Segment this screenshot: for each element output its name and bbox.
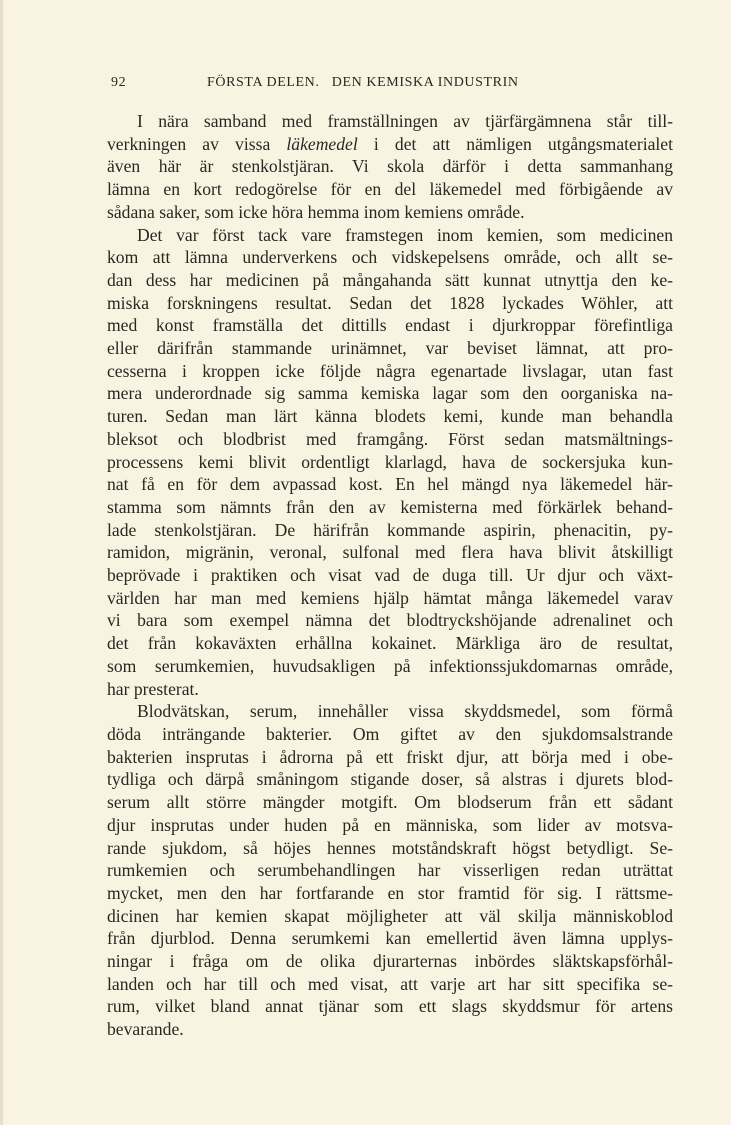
text-line	[107, 746, 673, 769]
text-segment: bleksot och blodbrist med framgång. Först sedan matsmältnings-	[107, 428, 673, 449]
text-line	[107, 587, 673, 610]
text-line	[107, 678, 673, 701]
text-line	[107, 519, 673, 542]
text-line	[107, 837, 673, 860]
paragraph	[107, 110, 673, 224]
text-segment: I nära samband med framställningen av tjärfärgämnena står till-	[137, 111, 673, 131]
text-line	[107, 451, 673, 474]
text-line	[107, 609, 673, 632]
text-segment: det från kokaväxten erhållna kokainet. Märkliga äro de resultat,	[107, 633, 673, 654]
text-segment: mera underordnade sig samma kemiska lagar som den oorganiska na-	[107, 383, 673, 404]
text-segment: stamma som nämnts från den av kemisterna med förkärlek behand-	[107, 496, 673, 517]
text-line	[107, 155, 673, 178]
text-line	[107, 859, 673, 882]
paragraph	[107, 224, 673, 701]
text-line	[107, 995, 673, 1018]
italic-term: läkemedel	[286, 133, 358, 154]
page-number: 92	[111, 75, 127, 90]
text-segment: döda inträngande bakterier. Om giftet av den sjukdomsalstrande	[107, 723, 673, 744]
text-line	[107, 201, 673, 224]
text-segment: serum allt större mängder motgift. Om blodserum från ett sådant	[107, 792, 673, 813]
body-text	[107, 110, 673, 1041]
text-line	[107, 927, 673, 950]
text-line	[107, 905, 673, 928]
text-line	[107, 110, 673, 133]
text-line	[107, 768, 673, 791]
text-line	[107, 973, 673, 996]
text-segment: nat få en för dem avpassad kost. En hel mängd nya läkemedel här-	[107, 474, 673, 495]
text-segment: cesserna i kroppen icke följde några egenartade livslagar, utan fast	[107, 360, 673, 381]
text-segment: bakterien insprutas i ådrorna på ett friskt djur, att börja med i obe-	[107, 746, 673, 767]
running-head: FÖRSTA DELEN. DEN KEMISKA INDUSTRIN	[207, 75, 519, 90]
text-line	[107, 496, 673, 519]
text-line	[107, 360, 673, 383]
text-line	[107, 541, 673, 564]
text-segment: lade stenkolstjäran. De härifrån kommande aspirin, phenacitin, py-	[107, 519, 673, 540]
text-segment: dan dess har medicinen på mångahanda sätt kunnat utnyttja den ke-	[107, 269, 673, 290]
text-line	[107, 723, 673, 746]
text-segment: även här är stenkolstjäran. Vi skola därför i detta sammanhang	[107, 156, 673, 177]
text-segment: dicinen har kemien skapat möjligheter att väl skilja människoblod	[107, 905, 673, 926]
text-segment: landen och har till och med visat, att varje art har sitt specifika se-	[107, 973, 673, 994]
text-line	[107, 246, 673, 269]
text-segment: sådana saker, som icke höra hemma inom kemiens område.	[107, 201, 525, 222]
text-segment: från djurblod. Denna serumkemi kan emellertid även lämna upplys-	[107, 928, 673, 949]
text-line	[107, 1018, 673, 1041]
text-line	[107, 655, 673, 678]
text-line	[107, 791, 673, 814]
text-line	[107, 224, 673, 247]
text-line	[107, 700, 673, 723]
paragraph	[107, 700, 673, 1041]
text-segment: processens kemi blivit ordentligt klarlagd, hava de sockersjuka kun-	[107, 451, 673, 472]
text-segment: mycket, men den har fortfarande en stor framtid för sig. I rättsme-	[107, 882, 673, 903]
text-segment: turen. Sedan man lärt känna blodets kemi, kunde man behandla	[107, 406, 673, 427]
page-edge	[0, 0, 3, 1125]
text-segment: med konst framställa det dittills endast i djurkroppar förefintliga	[107, 315, 673, 336]
text-segment: rande sjukdom, så höjes hennes motståndskraft högst betydligt. Se-	[107, 837, 673, 858]
text-line	[107, 405, 673, 428]
text-segment: beprövade i praktiken och visat vad de duga till. Ur djur och växt-	[107, 565, 673, 586]
text-segment: Blodvätskan, serum, innehåller vissa skyddsmedel, som förmå	[137, 701, 673, 722]
text-segment: bevarande.	[107, 1019, 184, 1040]
text-line	[107, 428, 673, 451]
text-line	[107, 564, 673, 587]
text-segment: ningar i fråga om de olika djurarternas inbördes släktskapsförhål-	[107, 951, 673, 972]
text-line	[107, 814, 673, 837]
text-segment: Det var först tack vare framstegen inom kemien, som medicinen	[137, 224, 673, 245]
text-line	[107, 632, 673, 655]
text-segment: har presterat.	[107, 678, 199, 699]
text-line	[107, 178, 673, 201]
text-segment: lämna en kort redogörelse för en del läkemedel med förbigående av	[107, 179, 673, 200]
text-segment: ramidon, migränin, veronal, sulfonal med flera hava blivit åtskilligt	[107, 542, 673, 563]
text-line	[107, 473, 673, 496]
text-segment: rumkemien och serumbehandlingen har visserligen redan uträttat	[107, 860, 673, 881]
text-line	[107, 337, 673, 360]
text-segment: djur insprutas under huden på en människa, som lider av motsva-	[107, 814, 673, 835]
text-segment: vi bara som exempel nämna det blodtryckshöjande adrenalinet och	[107, 610, 673, 631]
text-segment: miska forskningens resultat. Sedan det 1828 lyckades Wöhler, att	[107, 292, 673, 313]
text-segment: verkningen av vissa	[107, 133, 287, 154]
text-segment: som serumkemien, huvudsakligen på infektionssjukdomarnas område,	[107, 655, 673, 676]
text-segment: i det att nämligen utgångsmaterialet	[357, 133, 673, 154]
text-line	[107, 133, 673, 156]
text-line	[107, 882, 673, 905]
text-line	[107, 269, 673, 292]
text-segment: världen har man med kemiens hjälp hämtat många läkemedel varav	[107, 587, 673, 608]
text-segment: rum, vilket bland annat tjänar som ett slags skyddsmur för artens	[107, 996, 673, 1017]
text-segment: tydliga och därpå småningom stigande doser, så alstras i djurets blod-	[107, 769, 673, 790]
text-segment: kom att lämna underverkens och vidskepelsens område, och allt se-	[107, 247, 673, 268]
text-line	[107, 950, 673, 973]
text-line	[107, 292, 673, 315]
text-segment: eller därifrån stammande urinämnet, var beviset lämnat, att pro-	[107, 338, 673, 359]
text-line	[107, 314, 673, 337]
text-line	[107, 382, 673, 405]
